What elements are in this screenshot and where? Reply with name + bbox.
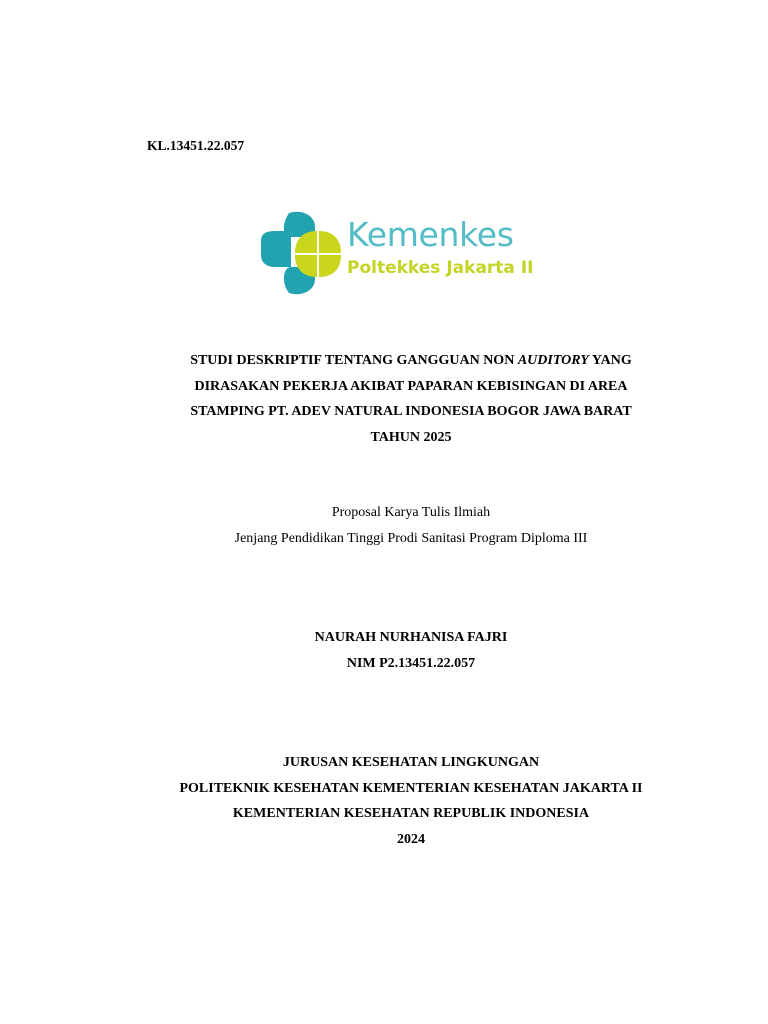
title-line-4: TAHUN 2025	[370, 429, 452, 445]
institution-info	[100, 750, 722, 852]
author-nim: NIM P2.13451.22.057	[346, 655, 476, 671]
author-info	[100, 625, 722, 676]
title-line-3: STAMPING PT. ADEV NATURAL INDONESIA BOGOR JAWA BARAT	[190, 404, 632, 419]
title-line-1-post: YANG	[588, 353, 632, 368]
document-title	[100, 348, 722, 450]
document-code: KL.13451.22.057	[147, 138, 245, 153]
kemenkes-emblem-icon	[261, 211, 345, 295]
title-line-1-pre: STUDI DESKRIPTIF TENTANG GANGGUAN NON	[190, 353, 518, 368]
title-line-1-italic: AUDITORY	[517, 353, 589, 368]
author-name: NAURAH NURHANISA FAJRI	[314, 630, 508, 645]
subtitle-line-1: Proposal Karya Tulis Ilmiah	[331, 505, 491, 520]
department-name: JURUSAN KESEHATAN LINGKUNGAN	[282, 755, 540, 770]
document-year: 2024	[397, 831, 425, 847]
document-subtitle	[100, 500, 722, 551]
title-line-1	[100, 348, 722, 374]
subtitle-line-2: Jenjang Pendidikan Tinggi Prodi Sanitasi Program Diploma III	[234, 530, 588, 546]
logo-subtitle: Poltekkes Jakarta II	[347, 258, 534, 278]
kemenkes-logo	[261, 211, 571, 295]
title-line-2: DIRASAKAN PEKERJA AKIBAT PAPARAN KEBISINGAN DI AREA	[194, 378, 628, 394]
ministry-name: KEMENTERIAN KESEHATAN REPUBLIK INDONESIA	[232, 806, 590, 821]
logo-title: Kemenkes	[347, 215, 514, 254]
polytechnic-name: POLITEKNIK KESEHATAN KEMENTERIAN KESEHATAN JAKARTA II	[179, 780, 643, 796]
